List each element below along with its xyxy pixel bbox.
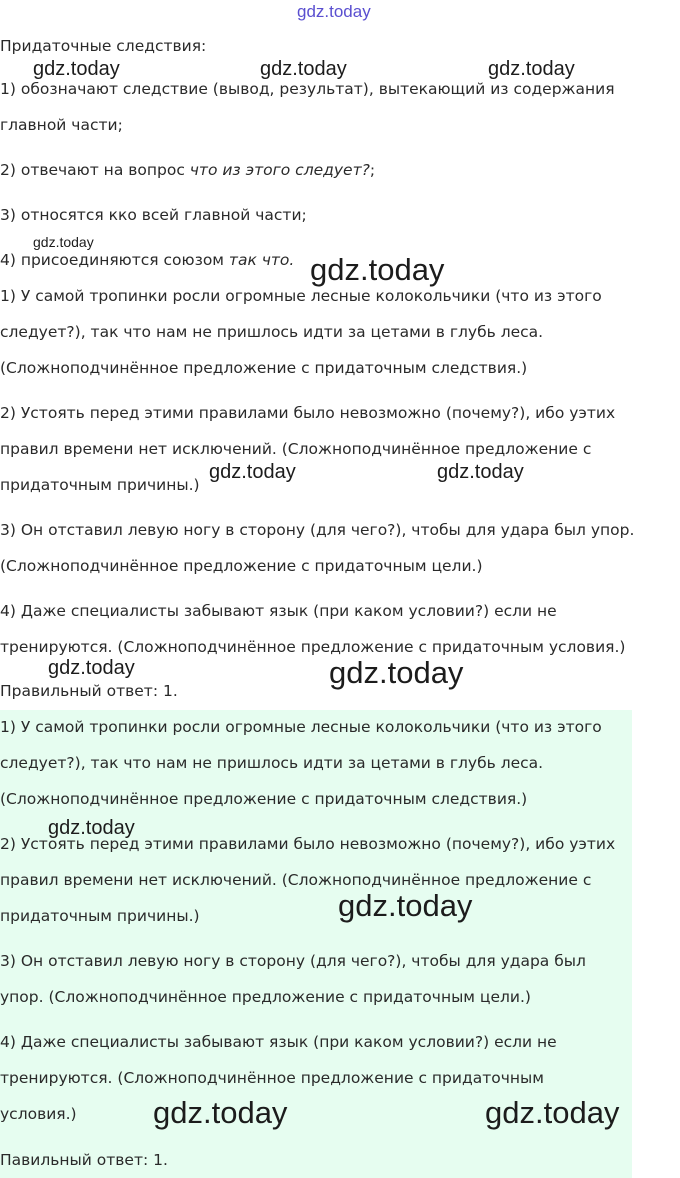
option-line: придаточным причины.)	[0, 476, 200, 494]
option-line: (Сложноподчинённое предложение с придаточным цели.)	[0, 557, 483, 575]
option-line: правил времени нет исключений. (Сложноподчинённое предложение с	[0, 440, 592, 458]
feature-line: 3) относятся кко всей главной части;	[0, 206, 307, 224]
feature-line: 4) присоединяются союзом так что.	[0, 251, 295, 269]
watermark-text: gdz.today	[48, 817, 135, 839]
answer-line: (Сложноподчинённое предложение с придаточным следствия.)	[0, 790, 528, 808]
watermark-text: gdz.today	[33, 234, 94, 250]
watermark-text: gdz.today	[153, 1095, 288, 1130]
answer-line: тренируются. (Сложноподчинённое предложение с придаточным	[0, 1069, 544, 1087]
answer-line: 1) У самой тропинки росли огромные лесные колокольчики (что из этого	[0, 718, 602, 736]
answer-line: 4) Даже специалисты забывают язык (при каком условии?) если не	[0, 1033, 557, 1051]
watermark-text: gdz.today	[48, 657, 135, 679]
watermark-text: gdz.today	[33, 58, 120, 80]
option-line: 2) Устоять перед этими правилами было невозможно (почему?), ибо уэтих	[0, 404, 616, 422]
answer-line: правил времени нет исключений. (Сложноподчинённое предложение с	[0, 871, 592, 889]
watermark-text: gdz.today	[297, 2, 371, 21]
feature-line: главной части;	[0, 116, 123, 134]
watermark-text: gdz.today	[310, 252, 445, 287]
option-line: тренируются. (Сложноподчинённое предложение с придаточным условия.)	[0, 638, 626, 656]
watermark-text: gdz.today	[329, 655, 464, 690]
page-title: Придаточные следствия:	[0, 37, 207, 55]
watermark-text: gdz.today	[437, 461, 524, 483]
watermark-text: gdz.today	[485, 1095, 620, 1130]
feature-line: 2) отвечают на вопрос что из этого следует?;	[0, 161, 376, 179]
watermark-text: gdz.today	[209, 461, 296, 483]
watermark-text: gdz.today	[260, 58, 347, 80]
answer-line: 2) Устоять перед этими правилами было невозможно (почему?), ибо уэтих	[0, 835, 616, 853]
option-line: 4) Даже специалисты забывают язык (при каком условии?) если не	[0, 602, 557, 620]
answer-line: условия.)	[0, 1105, 77, 1123]
option-line: 1) У самой тропинки росли огромные лесные колокольчики (что из этого	[0, 287, 602, 305]
option-line: (Сложноподчинённое предложение с придаточным следствия.)	[0, 359, 528, 377]
answer-line: придаточным причины.)	[0, 907, 200, 925]
option-line: следует?), так что нам не пришлось идти за цетами в глубь леса.	[0, 323, 544, 341]
answer-label: Правильный ответ: 1.	[0, 682, 178, 700]
answer-line: 3) Он отставил левую ногу в сторону (для чего?), чтобы для удара был	[0, 952, 586, 970]
watermark-text: gdz.today	[338, 888, 473, 923]
watermark-text: gdz.today	[488, 58, 575, 80]
option-line: 3) Он отставил левую ногу в сторону (для чего?), чтобы для удара был упор.	[0, 521, 635, 539]
feature-line: 1) обозначают следствие (вывод, результат), вытекающий из содержания	[0, 80, 615, 98]
answer-label: Павильный ответ: 1.	[0, 1151, 168, 1169]
answer-line: следует?), так что нам не пришлось идти за цетами в глубь леса.	[0, 754, 544, 772]
answer-line: упор. (Сложноподчинённое предложение с придаточным цели.)	[0, 988, 531, 1006]
